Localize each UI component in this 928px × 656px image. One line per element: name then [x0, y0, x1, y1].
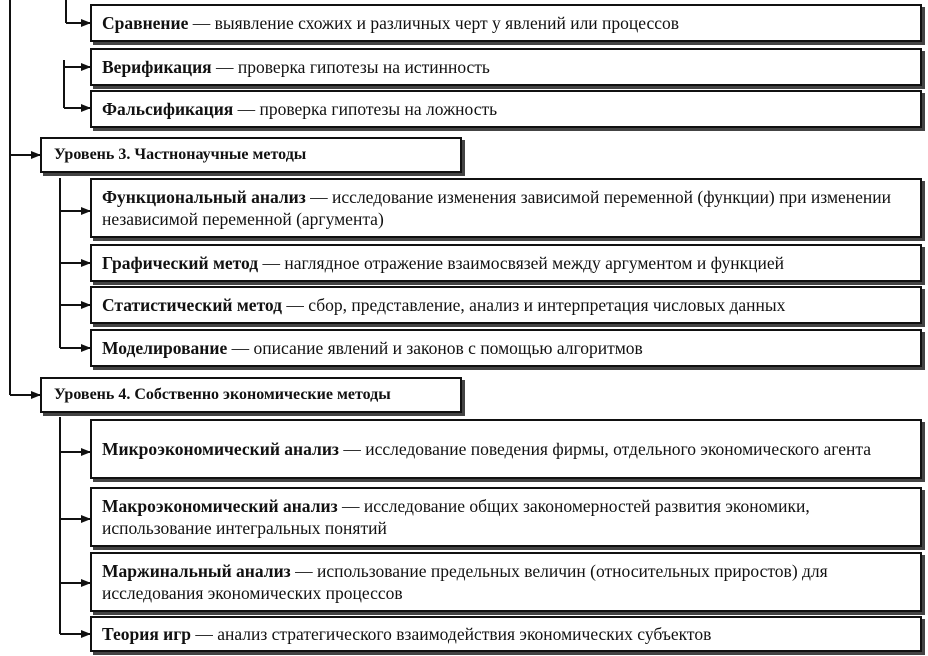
method-box-marginal-analysis [90, 552, 922, 612]
method-description: — исследование общих закономерностей развития экономики, использование интегральных понятий [102, 496, 810, 538]
method-term: Микроэкономический анализ [102, 439, 339, 459]
method-term: Функциональный анализ [102, 187, 306, 207]
level-3-header [40, 137, 462, 173]
method-term: Маржинальный анализ [102, 561, 291, 581]
method-box-falsification [90, 90, 922, 128]
method-description: — наглядное отражение взаимосвязей между аргументом и функцией [258, 253, 784, 273]
level-4-header [40, 377, 462, 413]
method-term: Статистический метод [102, 295, 283, 315]
method-box-functional-analysis [90, 178, 922, 238]
method-box-graphic-method [90, 244, 922, 282]
method-description: — сбор, представление, анализ и интерпретация числовых данных [282, 295, 786, 315]
method-term: Графический метод [102, 253, 259, 273]
method-box-game-theory [90, 616, 922, 652]
method-box-comparison [90, 4, 922, 42]
method-description: — выявление схожих и различных черт у явлений или процессов [188, 13, 680, 33]
method-term: Теория игр [102, 624, 191, 644]
method-description: — исследование изменения зависимой переменной (функции) при изменении независимой переменной (аргумента) [102, 187, 892, 229]
method-box-verification [90, 48, 922, 86]
method-description: — проверка гипотезы на ложность [233, 99, 498, 119]
method-description: — анализ стратегического взаимодействия экономических субъектов [190, 624, 712, 644]
method-term: Макроэкономический анализ [102, 496, 338, 516]
method-box-statistical-method [90, 286, 922, 324]
method-description: — исследование поведения фирмы, отдельного экономического агента [338, 439, 872, 459]
method-term: Моделирование [102, 338, 228, 358]
method-box-macroeconomic-analysis [90, 487, 922, 547]
method-term: Фальсификация [102, 99, 234, 119]
level-label: Уровень 3. Частнонаучные методы [54, 146, 307, 163]
method-description: — проверка гипотезы на истинность [211, 57, 490, 77]
method-term: Верификация [102, 57, 212, 77]
method-term: Сравнение [102, 13, 189, 33]
method-description: — использование предельных величин (относительных приростов) для исследования экономических процессов [102, 561, 828, 603]
method-description: — описание явлений и законов с помощью алгоритмов [227, 338, 643, 358]
method-box-modeling [90, 329, 922, 367]
method-box-microeconomic-analysis [90, 419, 922, 479]
level-label: Уровень 4. Собственно экономические методы [54, 386, 391, 403]
